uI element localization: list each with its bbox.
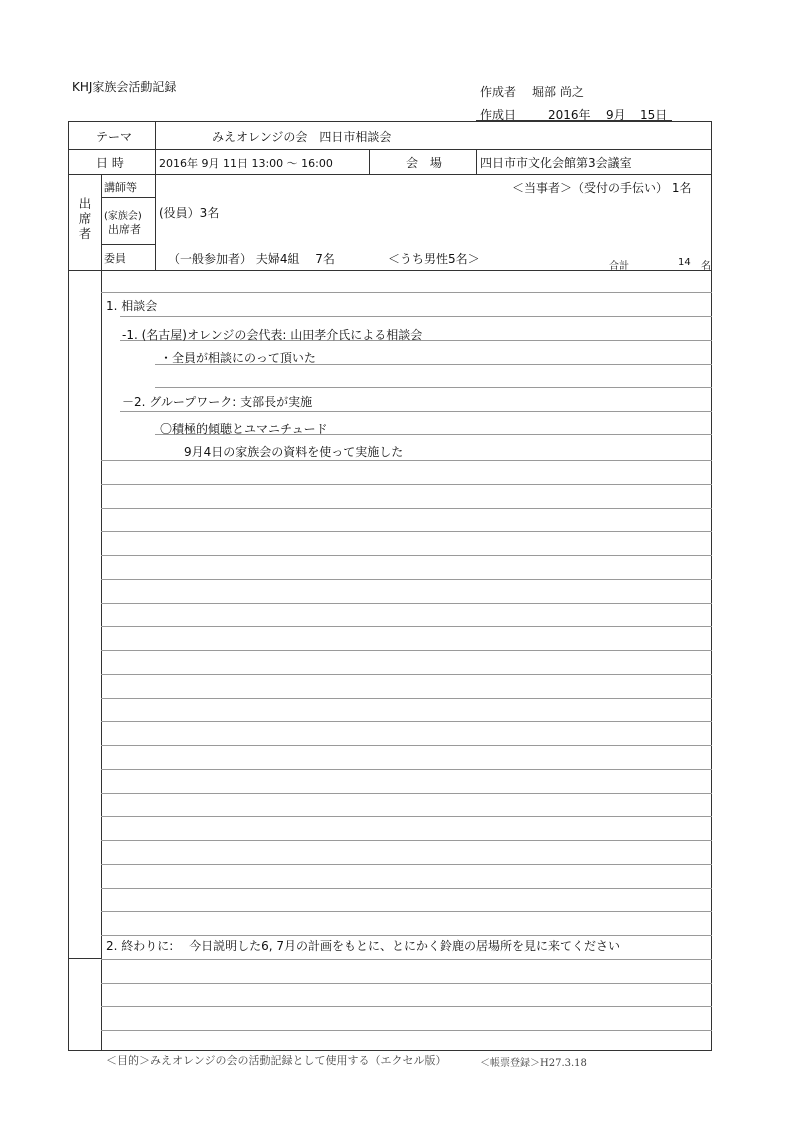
ruled-line <box>101 698 712 699</box>
ruled-line <box>101 983 712 984</box>
body-line-2: -1. (名古屋)オレンジの会代表: 山田孝介氏による相談会 <box>122 328 423 342</box>
footer-purpose: ＜目的＞みえオレンジの会の活動記録として使用する（エクセル版） <box>106 1054 447 1067</box>
body-line-5: 〇積極的傾聴とユマニチュード <box>160 422 328 436</box>
ruled-line <box>101 603 712 604</box>
ruled-line <box>120 411 712 412</box>
ruled-line <box>101 292 712 293</box>
date-label: 作成日 <box>480 108 517 122</box>
ruled-line <box>120 316 712 317</box>
committee-label: 委員 <box>104 252 126 265</box>
ruled-line <box>101 721 712 722</box>
ruled-line <box>101 531 712 532</box>
instructor-value: ＜当事者＞（受付の手伝い） 1名 <box>512 181 692 195</box>
footer-registration: ＜帳票登録＞H27.3.18 <box>480 1058 587 1069</box>
venue-value: 四日市市文化会館第3会議室 <box>480 156 632 170</box>
committee-value: （一般参加者） 夫婦4組 7名 <box>168 252 335 266</box>
instructor-label: 講師等 <box>104 181 137 194</box>
ruled-line <box>101 888 712 889</box>
body-line-4: －2. グループワーク: 支部長が実施 <box>122 395 313 409</box>
ruled-line <box>101 674 712 675</box>
ruled-line <box>101 959 712 960</box>
ruled-line <box>101 626 712 627</box>
ruled-line <box>101 793 712 794</box>
ruled-line <box>101 484 712 485</box>
ruled-line <box>101 816 712 817</box>
datetime-value: 2016年 9月 11日 13:00 〜 16:00 <box>159 157 333 170</box>
author-name: 堀部 尚之 <box>532 85 584 99</box>
document-title: KHJ家族会活動記録 <box>72 80 177 94</box>
ruled-line <box>101 911 712 912</box>
body-line-6: 9月4日の家族会の資料を使って実施した <box>184 445 404 459</box>
family-label-1: (家族会) <box>104 211 142 222</box>
ruled-line <box>101 745 712 746</box>
theme-label: テーマ <box>96 130 133 144</box>
date-year: 2016年 <box>548 108 591 122</box>
body-line-7: 2. 終わりに: 今日説明した6, 7月の計画をもとに、とにかく鈴鹿の居場所を見に来てください <box>106 939 621 953</box>
attendees-side-label: 出席者 <box>78 196 92 241</box>
total-label: 合計 <box>609 261 629 272</box>
date-day: 15日 <box>640 108 668 122</box>
author-label: 作成者 <box>480 85 517 99</box>
ruled-line <box>101 840 712 841</box>
date-month: 9月 <box>606 108 626 122</box>
ruled-line <box>101 1006 712 1007</box>
committee-note: ＜うち男性5名＞ <box>388 252 480 266</box>
body-line-3: ・全員が相談にのって頂いた <box>160 351 316 365</box>
venue-label: 会 場 <box>406 156 446 170</box>
ruled-line <box>101 579 712 580</box>
ruled-line <box>101 935 712 936</box>
family-value: (役員）3名 <box>159 206 220 220</box>
total-unit: 名 <box>701 261 711 272</box>
ruled-line <box>101 460 712 461</box>
theme-value: みえオレンジの会 四日市相談会 <box>212 130 392 144</box>
ruled-line <box>101 769 712 770</box>
ruled-line <box>101 864 712 865</box>
family-label-2: 出席者 <box>108 223 141 236</box>
datetime-label: 日 時 <box>96 156 124 170</box>
ruled-line <box>101 555 712 556</box>
total-value: 14 <box>678 257 691 268</box>
ruled-line <box>101 650 712 651</box>
body-line-1: 1. 相談会 <box>106 299 158 313</box>
ruled-line <box>155 387 712 388</box>
ruled-line <box>101 1030 712 1031</box>
ruled-line <box>101 508 712 509</box>
